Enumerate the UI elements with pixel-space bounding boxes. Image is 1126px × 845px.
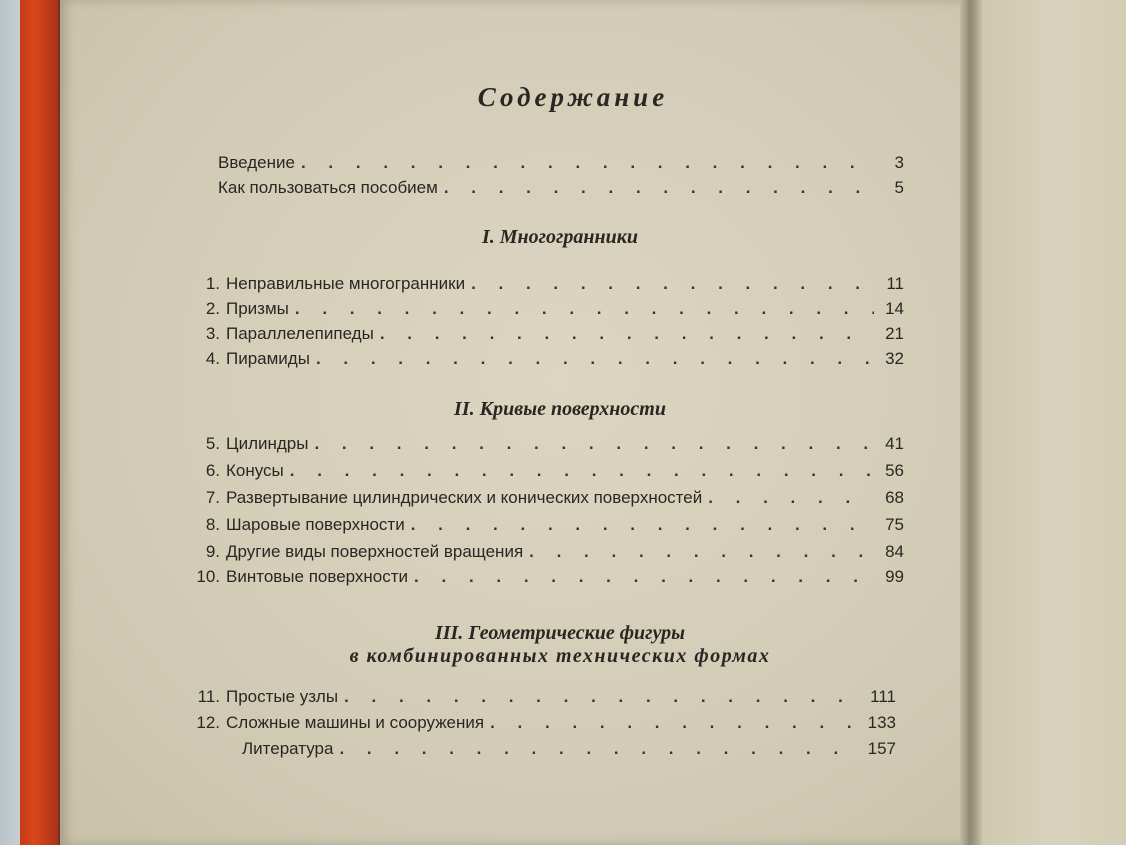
toc-entry-number: 7. xyxy=(205,488,220,507)
toc-entry xyxy=(196,514,904,538)
toc-entry xyxy=(196,566,904,590)
dot-leader xyxy=(344,686,864,708)
page-gutter xyxy=(960,0,982,845)
toc-entry-page: 32 xyxy=(885,349,904,368)
toc-entry-number: 6. xyxy=(205,461,220,480)
toc-entry xyxy=(196,323,904,347)
section-heading-3-line2: в комбинированных технических формах xyxy=(349,645,771,667)
toc-entry-page: 5 xyxy=(894,178,904,197)
toc-entry-page: 133 xyxy=(867,713,896,732)
toc-entry-page: 99 xyxy=(885,567,904,586)
toc-entry-label: Сложные машины и сооружения xyxy=(226,713,485,732)
section-heading-1: I. Многогранники xyxy=(481,226,639,248)
toc-entry-number: 11. xyxy=(197,687,220,706)
background xyxy=(0,0,22,845)
toc-entry-page: 3 xyxy=(894,153,904,172)
toc-entry-label: Пирамиды xyxy=(226,349,310,368)
book-cover-edge xyxy=(20,0,60,845)
toc-entry-page: 56 xyxy=(885,461,904,480)
toc-entry-number: 2. xyxy=(205,299,220,318)
toc-entry-label: Винтовые поверхности xyxy=(226,567,409,586)
toc-entry-number: 5. xyxy=(205,434,220,453)
dot-leader xyxy=(295,298,874,320)
toc-entry-page: 68 xyxy=(885,488,904,507)
toc-entry-page: 157 xyxy=(867,739,896,758)
toc-entry-page: 14 xyxy=(885,299,904,318)
dot-leader xyxy=(316,348,874,370)
toc-entry xyxy=(196,712,896,736)
dot-leader xyxy=(490,712,862,734)
toc-entry xyxy=(196,686,896,710)
toc-entry-number: 10. xyxy=(196,567,220,586)
dot-leader xyxy=(444,177,874,199)
section-heading-2: II. Кривые поверхности xyxy=(454,398,666,420)
dot-leader xyxy=(708,487,874,509)
toc-entry-label: Другие виды поверхностей вращения xyxy=(226,542,524,561)
facing-page xyxy=(982,0,1126,845)
toc-entry-label: Шаровые поверхности xyxy=(226,515,405,534)
toc-entry-page: 41 xyxy=(885,434,904,453)
toc-entry-label: Призмы xyxy=(226,299,289,318)
toc-entry xyxy=(196,433,904,457)
toc-entry-label: Цилиндры xyxy=(226,434,309,453)
toc-entry-page: 111 xyxy=(870,687,896,706)
toc-entry xyxy=(196,460,904,484)
toc-entry xyxy=(196,541,904,565)
dot-leader xyxy=(529,541,874,563)
toc-entry-number: 8. xyxy=(205,515,220,534)
dot-leader xyxy=(471,273,874,295)
dot-leader xyxy=(411,514,874,536)
toc-entry-label: Развертывание цилиндрических и конических поверхностей xyxy=(226,488,703,507)
toc-entry-literature xyxy=(242,738,896,762)
dot-leader xyxy=(414,566,874,588)
toc-entry xyxy=(196,298,904,322)
dot-leader xyxy=(301,152,874,174)
section-heading-3-line1: III. Геометрические фигуры xyxy=(434,622,686,644)
toc-entry-number: 3. xyxy=(205,324,220,343)
toc-entry-page: 75 xyxy=(885,515,904,534)
dot-leader xyxy=(339,738,861,760)
toc-entry-label: Как пользоваться пособием xyxy=(218,178,438,197)
toc-entry-label: Параллелепипеды xyxy=(226,324,374,343)
dot-leader xyxy=(314,433,874,455)
toc-entry-label: Конусы xyxy=(226,461,284,480)
toc-entry xyxy=(196,348,904,372)
toc-entry-number: 1. xyxy=(205,274,220,293)
toc-entry xyxy=(196,487,904,511)
toc-entry-label: Литература xyxy=(242,739,334,758)
toc-entry-number: 4. xyxy=(205,349,220,368)
toc-entry-number: 9. xyxy=(205,542,220,561)
toc-entry-label: Введение xyxy=(218,153,295,172)
toc-title: Содержание xyxy=(477,82,669,112)
toc-entry-label: Простые узлы xyxy=(226,687,339,706)
toc-entry-page: 11 xyxy=(886,274,904,293)
toc-entry xyxy=(196,273,904,297)
toc-entry-page: 84 xyxy=(885,542,904,561)
dot-leader xyxy=(380,323,874,345)
toc-entry-number: 12. xyxy=(196,713,220,732)
toc-entry-how-to-use xyxy=(218,177,904,201)
toc-entry-intro xyxy=(218,152,904,176)
toc-entry-label: Неправильные многогранники xyxy=(226,274,466,293)
toc-entry-page: 21 xyxy=(885,324,904,343)
dot-leader xyxy=(290,460,874,482)
